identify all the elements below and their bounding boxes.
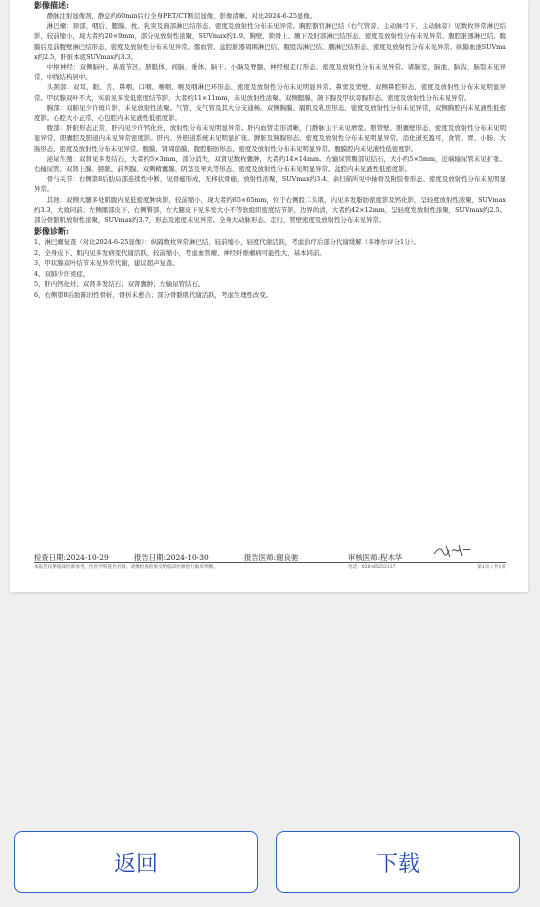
reviewer: 审核医师:程木华 (348, 553, 403, 562)
diagnosis-item: 5、肝内钙化灶；双肾多发结石；双肾囊肿；左输尿管结石。 (34, 280, 205, 289)
section-title-diagnosis: 影像诊断: (34, 226, 69, 237)
back-button[interactable]: 返回 (14, 831, 258, 893)
footer-signature-row (34, 546, 506, 562)
report-footer (34, 546, 506, 573)
diagnosis-item: 4、双肺少许炎症。 (34, 269, 90, 278)
footer-info-row (34, 563, 506, 573)
paragraph-intro: 静脉注射显像剂，静息约60min后行全身PET/CT断层显像，影像清晰。对比2024-6-25显像。 (46, 12, 317, 20)
paragraph-lymphoma: 淋巴瘤：颈部、咽后、腮腺、枕、乳突及面部淋巴结形态、密度及放射性分布未见异常。胸腔器官淋巴结（右气管旁、主动脉弓下、主动脉旁）见数枚异常淋巴结影，较前缩小，现大者约20×9mm，部分见放射性浓聚，SUVmax约1.9。胸壁、锁骨上、腋下及肘部淋巴结形态、密度及放射性分布未见异常。腹腔脏器淋巴结、腹膜后及前腹壁淋巴结形态、密度及放射性分布未见异常。髂血管、盆腔脏器周围淋巴结、腹股沟淋巴结、腘淋巴结形态、密度及放射性分布未见异常。纵隔血池SUVmax约2.5，肝脏本底SUVmax约3.3。 (34, 22, 506, 61)
paragraph-urogenital: 泌尿生殖：双肾见多发结石，大者约5×3mm，部分消失，双肾见数枚囊肿，大者约14×14mm。左输尿管腹部见结石，大小约5×5mm，近端输尿管未见扩张。右输尿管、双肾上腺、膀胱、前列腺、双侧精囊腺、阴茎及睾丸等形态、密度及放射性分布未见明显异常。盆腔内未见液性低密度影。 (34, 154, 506, 174)
paragraph-chest: 胸部：双肺见少许斑片影，未见放射性浓聚。气管、支气管及其大分支通畅。双侧胸膜、膈肌及乳房形态、密度及放射性分布未见异常，双侧胸腔内未见液性低密度影。心腔大小正常，心包腔内未见液性低密度影。 (34, 103, 506, 123)
paragraph-abdomen: 腹部：肝脏形态正常，肝内见少许钙化灶，放射性分布未见明显异常。肝内血管走形清晰，门静脉主干未见增宽。胆管壁、胆囊壁形态、密度及放射性分布未见明显异常，胆囊腔及胆道内未见异常密度影。肝内、外胆道系统未见明显扩张。脾脏及胰腺形态、密度及放射性分布未见明显异常。消化道充盈可，食管、胃、小肠、大肠形态、密度及放射性分布未见异常。腹膜、肾周筋膜、腹腔脂肪形态、密度及放射性分布未见明显异常。腹膜腔内未见液性低密度影。 (34, 124, 506, 153)
check-date: 检查日期:2024-10-29 (34, 553, 109, 562)
page-indicator: 第1页 / 共1页 (477, 565, 506, 570)
paragraph-cns: 中枢神经：双侧脑叶、基底节区、脐胝体、间脑、垂体、脑干、小脑及脊髓、神经根走行形态、密度及放射性分布未见异常。诸脑室、脑池、脑沟、脑裂未见异常，中线结构居中。 (34, 63, 506, 82)
diagnosis-item: 6、右侧第8后肋陈旧性骨折，骨折未愈合；部分骨骼肌代谢活跃，考虑生理性改变。 (34, 290, 273, 299)
paragraph-other: 其他：双侧大腿多处肌腹内见低密度肿块影，较前缩小，现大者约65×65mm，位于右侧股二头肌，内见多发脂肪密度影及钙化影，呈轻度放射性浓聚，SUVmax约3.3，大致同前；左侧髂部皮下、右侧臀部，左大腿皮下见多发大小不等软组织密度结节影，边界尚清，大者约42×12mm，呈轻度发放射性浓聚，SUVmax约2.5。部分骨骼肌放射性浓聚，SUVmax约3.7，形态及密度未见异常。全身大动脉形态、走行、管壁密度及放射性分布未见异常。 (34, 195, 506, 225)
section-title-description: 影像描述: (34, 0, 69, 10)
report-date: 报告日期:2024-10-30 (134, 553, 209, 562)
contact-phone: 电话：020-85253137 (348, 565, 396, 570)
disclaimer-note: 本报告仅供临床医师参考，医医学科签名有效。请携检查结果交给临床医师进行临床判断。 (34, 565, 218, 570)
diagnosis-item: 3、甲状腺双叶结节未见异常代谢，建议超声复查。 (34, 259, 179, 268)
diagnosis-item: 1、淋巴瘤复查（对比2024-6-25显像）：纵隔数枚异常淋巴结，较前缩小，轻度代谢活跃，考虑治疗后部分代谢缓解（多维尔评分1分）。 (34, 238, 420, 247)
diagnosis-item: 2、全身皮下、肌内见多发病变代谢活跃，较前缩小，考虑血管瘤、神经纤维瘤病可能性大，基本同前。 (34, 248, 326, 257)
paragraph-bone: 骨与关节：右侧第8后肋局部连续性中断，见骨痂形成，无移状骨痂，放射性浓聚，SUVmax约3.4。余扫描所见中轴骨及附肢骨形态、密度及放射性分布未见明显异常。 (34, 175, 506, 194)
paragraph-head-neck: 头颈部：双耳、眼、舌、鼻咽、口咽、喉咽、喉及咽淋巴环形态、密度及放射性分布未见明显异常。鼻窦及窦壁、双侧鼻腔形态、密度及放射性分布未见明显异常。甲状腺双叶不大，实质见多发低密度结节影，大者约11×11mm，未见放射性浓聚。双侧腮腺、颌下腺及甲状旁腺形态、密度及放射性分布未见异常。 (34, 83, 506, 102)
handwritten-signature (432, 542, 472, 560)
report-doctor: 报告医师:谢良驰 (244, 553, 299, 562)
download-button[interactable]: 下载 (276, 831, 520, 893)
report-page (10, 0, 528, 592)
